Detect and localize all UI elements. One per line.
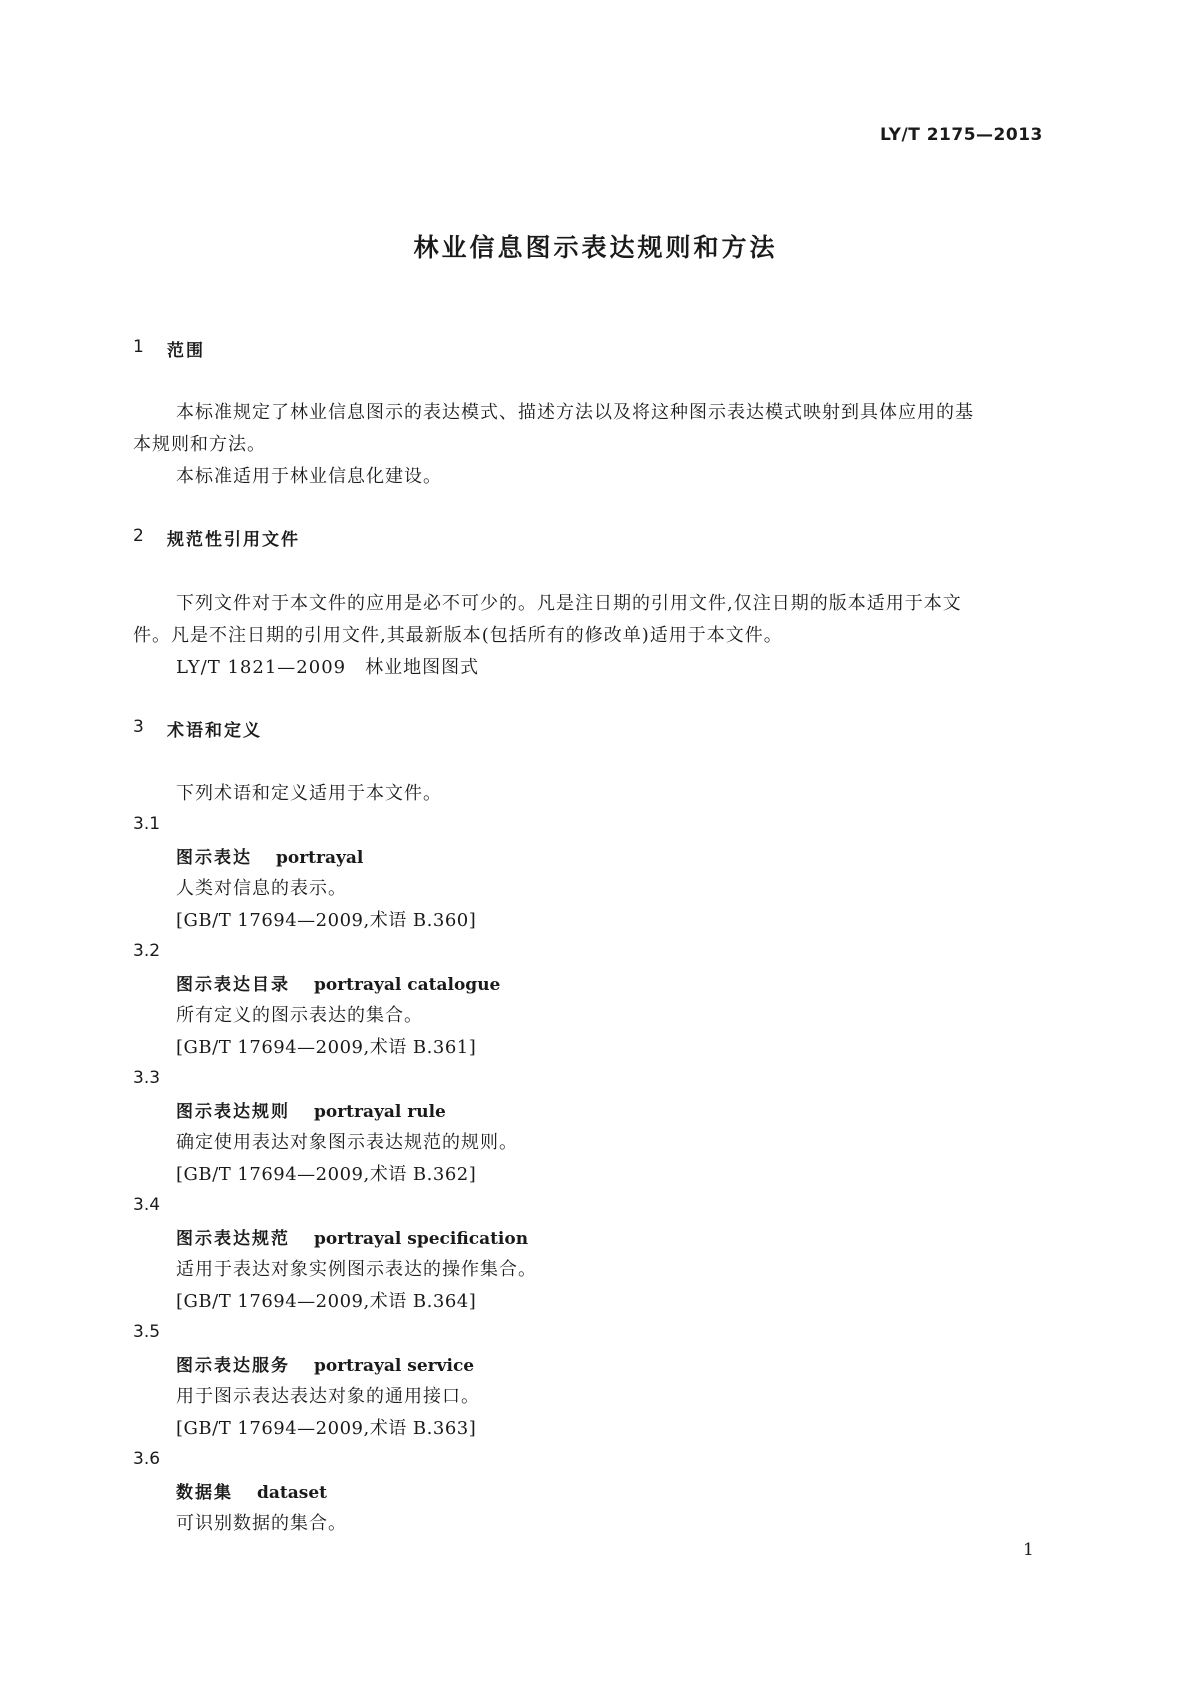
term-source: [GB/T 17694—2009,术语 B.360] (176, 910, 477, 931)
page-number: 1 (1023, 1540, 1034, 1560)
term-number: 3.2 (133, 941, 161, 961)
term-heading (176, 1351, 474, 1376)
term-heading (176, 843, 363, 868)
term-heading (176, 1224, 528, 1249)
term-chinese: 图示表达 (176, 848, 252, 868)
term-source: [GB/T 17694—2009,术语 B.364] (176, 1291, 477, 1312)
section-title: 术语和定义 (167, 721, 262, 741)
paragraph-line: 件。凡是不注日期的引用文件,其最新版本(包括所有的修改单)适用于本文件。 (133, 625, 783, 646)
term-definition: 适用于表达对象实例图示表达的操作集合。 (176, 1259, 537, 1280)
term-definition: 人类对信息的表示。 (176, 878, 347, 899)
section-number: 1 (133, 337, 144, 357)
paragraph-line: 本规则和方法。 (133, 434, 266, 455)
term-heading (176, 970, 500, 995)
term-source: [GB/T 17694—2009,术语 B.362] (176, 1164, 477, 1185)
term-source: [GB/T 17694—2009,术语 B.363] (176, 1418, 477, 1439)
term-heading (176, 1097, 446, 1122)
term-chinese: 图示表达目录 (176, 975, 290, 995)
term-source: [GB/T 17694—2009,术语 B.361] (176, 1037, 477, 1058)
term-english: portrayal service (314, 1356, 475, 1376)
term-definition: 可识别数据的集合。 (176, 1513, 347, 1534)
paragraph-line: 下列术语和定义适用于本文件。 (176, 783, 442, 804)
paragraph-line: 下列文件对于本文件的应用是必不可少的。凡是注日期的引用文件,仅注日期的版本适用于本文 (176, 593, 962, 614)
term-chinese: 数据集 (176, 1483, 233, 1503)
term-english: portrayal (276, 848, 364, 868)
term-english: portrayal catalogue (314, 975, 501, 995)
term-chinese: 图示表达规则 (176, 1102, 290, 1122)
term-number: 3.1 (133, 814, 161, 834)
term-number: 3.6 (133, 1449, 161, 1469)
term-english: dataset (257, 1483, 328, 1503)
term-chinese: 图示表达规范 (176, 1229, 290, 1249)
term-number: 3.4 (133, 1195, 161, 1215)
section-title: 规范性引用文件 (167, 530, 300, 550)
standard-code: LY/T 2175—2013 (880, 125, 1043, 145)
term-english: portrayal specification (314, 1229, 529, 1249)
term-definition: 用于图示表达表达对象的通用接口。 (176, 1386, 480, 1407)
term-chinese: 图示表达服务 (176, 1356, 290, 1376)
term-number: 3.5 (133, 1322, 161, 1342)
paragraph-line: 本标准规定了林业信息图示的表达模式、描述方法以及将这种图示表达模式映射到具体应用的基 (176, 402, 974, 423)
term-definition: 所有定义的图示表达的集合。 (176, 1005, 423, 1026)
term-number: 3.3 (133, 1068, 161, 1088)
term-definition: 确定使用表达对象图示表达规范的规则。 (176, 1132, 518, 1153)
document-title: 林业信息图示表达规则和方法 (413, 233, 778, 262)
term-heading (176, 1478, 327, 1503)
section-number: 3 (133, 717, 144, 737)
normative-reference: LY/T 1821—2009 林业地图图式 (176, 657, 480, 678)
section-number: 2 (133, 526, 144, 546)
paragraph-line: 本标准适用于林业信息化建设。 (176, 466, 442, 487)
term-english: portrayal rule (314, 1102, 446, 1122)
section-title: 范围 (167, 341, 205, 361)
